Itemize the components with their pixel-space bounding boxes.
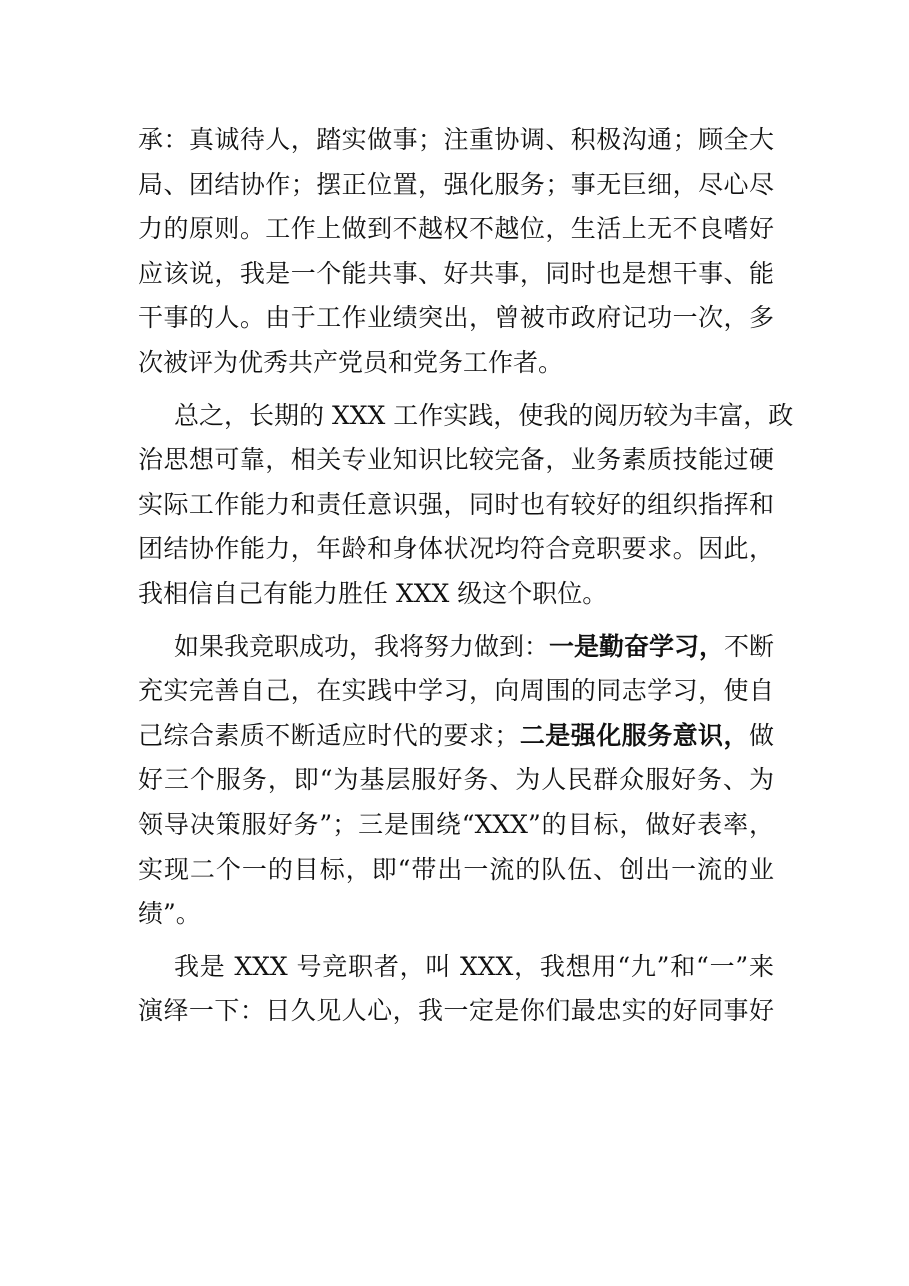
text-line xyxy=(138,945,774,990)
text-run: 次被评为优秀共产党员和党务工作者。 xyxy=(138,347,564,377)
text-run: 应该说，我是一个能共事、好共事，同时也是想干事、能 xyxy=(138,258,774,288)
text-line xyxy=(138,296,774,341)
text-run: 演绎一下：日久见人心，我一定是你们最忠实的好同事好 xyxy=(138,996,774,1026)
text-line xyxy=(138,848,774,893)
paragraph-4 xyxy=(138,945,774,1034)
paragraph-1 xyxy=(138,118,774,386)
bold-text-run: 一是勤奋学习， xyxy=(549,631,725,661)
text-line xyxy=(138,163,774,208)
text-run: 力的原则。工作上做到不越权不越位，生活上无不良嗜好 xyxy=(138,214,774,244)
text-line xyxy=(138,758,774,803)
text-run: 干事的人。由于工作业绩突出，曾被市政府记功一次，多 xyxy=(138,303,774,333)
text-line xyxy=(138,341,774,386)
text-run: 领导决策服好务”；三是围绕“XXX”的目标，做好表率， xyxy=(138,809,774,839)
text-line xyxy=(138,625,774,670)
text-run: 团结协作能力，年龄和身体状况均符合竞职要求。因此， xyxy=(138,534,774,564)
text-line xyxy=(138,989,774,1034)
bold-text-run: 二是强化服务意识， xyxy=(519,720,749,750)
text-run: 我相信自己有能力胜任 XXX 级这个职位。 xyxy=(138,578,608,608)
text-line xyxy=(138,483,774,528)
text-line xyxy=(138,394,794,439)
document-body xyxy=(138,118,794,1042)
text-run: 充实完善自己，在实践中学习，向周围的同志学习，使自 xyxy=(138,676,774,706)
text-run: 做 xyxy=(748,720,774,750)
text-run: 局、团结协作；摆正位置，强化服务；事无巨细，尽心尽 xyxy=(138,169,774,199)
text-line xyxy=(138,714,774,759)
text-line xyxy=(138,803,774,848)
text-line xyxy=(138,438,774,483)
paragraph-3 xyxy=(138,625,774,937)
text-line xyxy=(138,669,774,714)
text-line xyxy=(138,527,774,572)
text-run: 如果我竞职成功，我将努力做到： xyxy=(174,631,550,661)
text-line xyxy=(138,252,774,297)
text-line xyxy=(138,892,774,937)
text-run: 绩”。 xyxy=(138,899,201,929)
text-run: 总之，长期的 XXX 工作实践，使我的阅历较为丰富，政 xyxy=(174,400,794,430)
text-run: 治思想可靠，相关专业知识比较完备，业务素质技能过硬 xyxy=(138,445,774,475)
text-line xyxy=(138,572,774,617)
text-run: 承：真诚待人，踏实做事；注重协调、积极沟通；顾全大 xyxy=(138,125,774,154)
text-run: 不断 xyxy=(724,631,775,661)
text-run: 实现二个一的目标，即“带出一流的队伍、创出一流的业 xyxy=(138,854,774,884)
text-run: 好三个服务，即“为基层服好务、为人民群众服好务、为 xyxy=(138,765,774,795)
text-run: 实际工作能力和责任意识强，同时也有较好的组织指挥和 xyxy=(138,489,774,519)
text-run: 己综合素质不断适应时代的要求； xyxy=(138,720,520,750)
text-line xyxy=(138,207,774,252)
text-line xyxy=(138,118,774,163)
paragraph-2 xyxy=(138,394,794,617)
text-run: 我是 XXX 号竞职者，叫 XXX，我想用“九”和“一”来 xyxy=(174,951,774,981)
